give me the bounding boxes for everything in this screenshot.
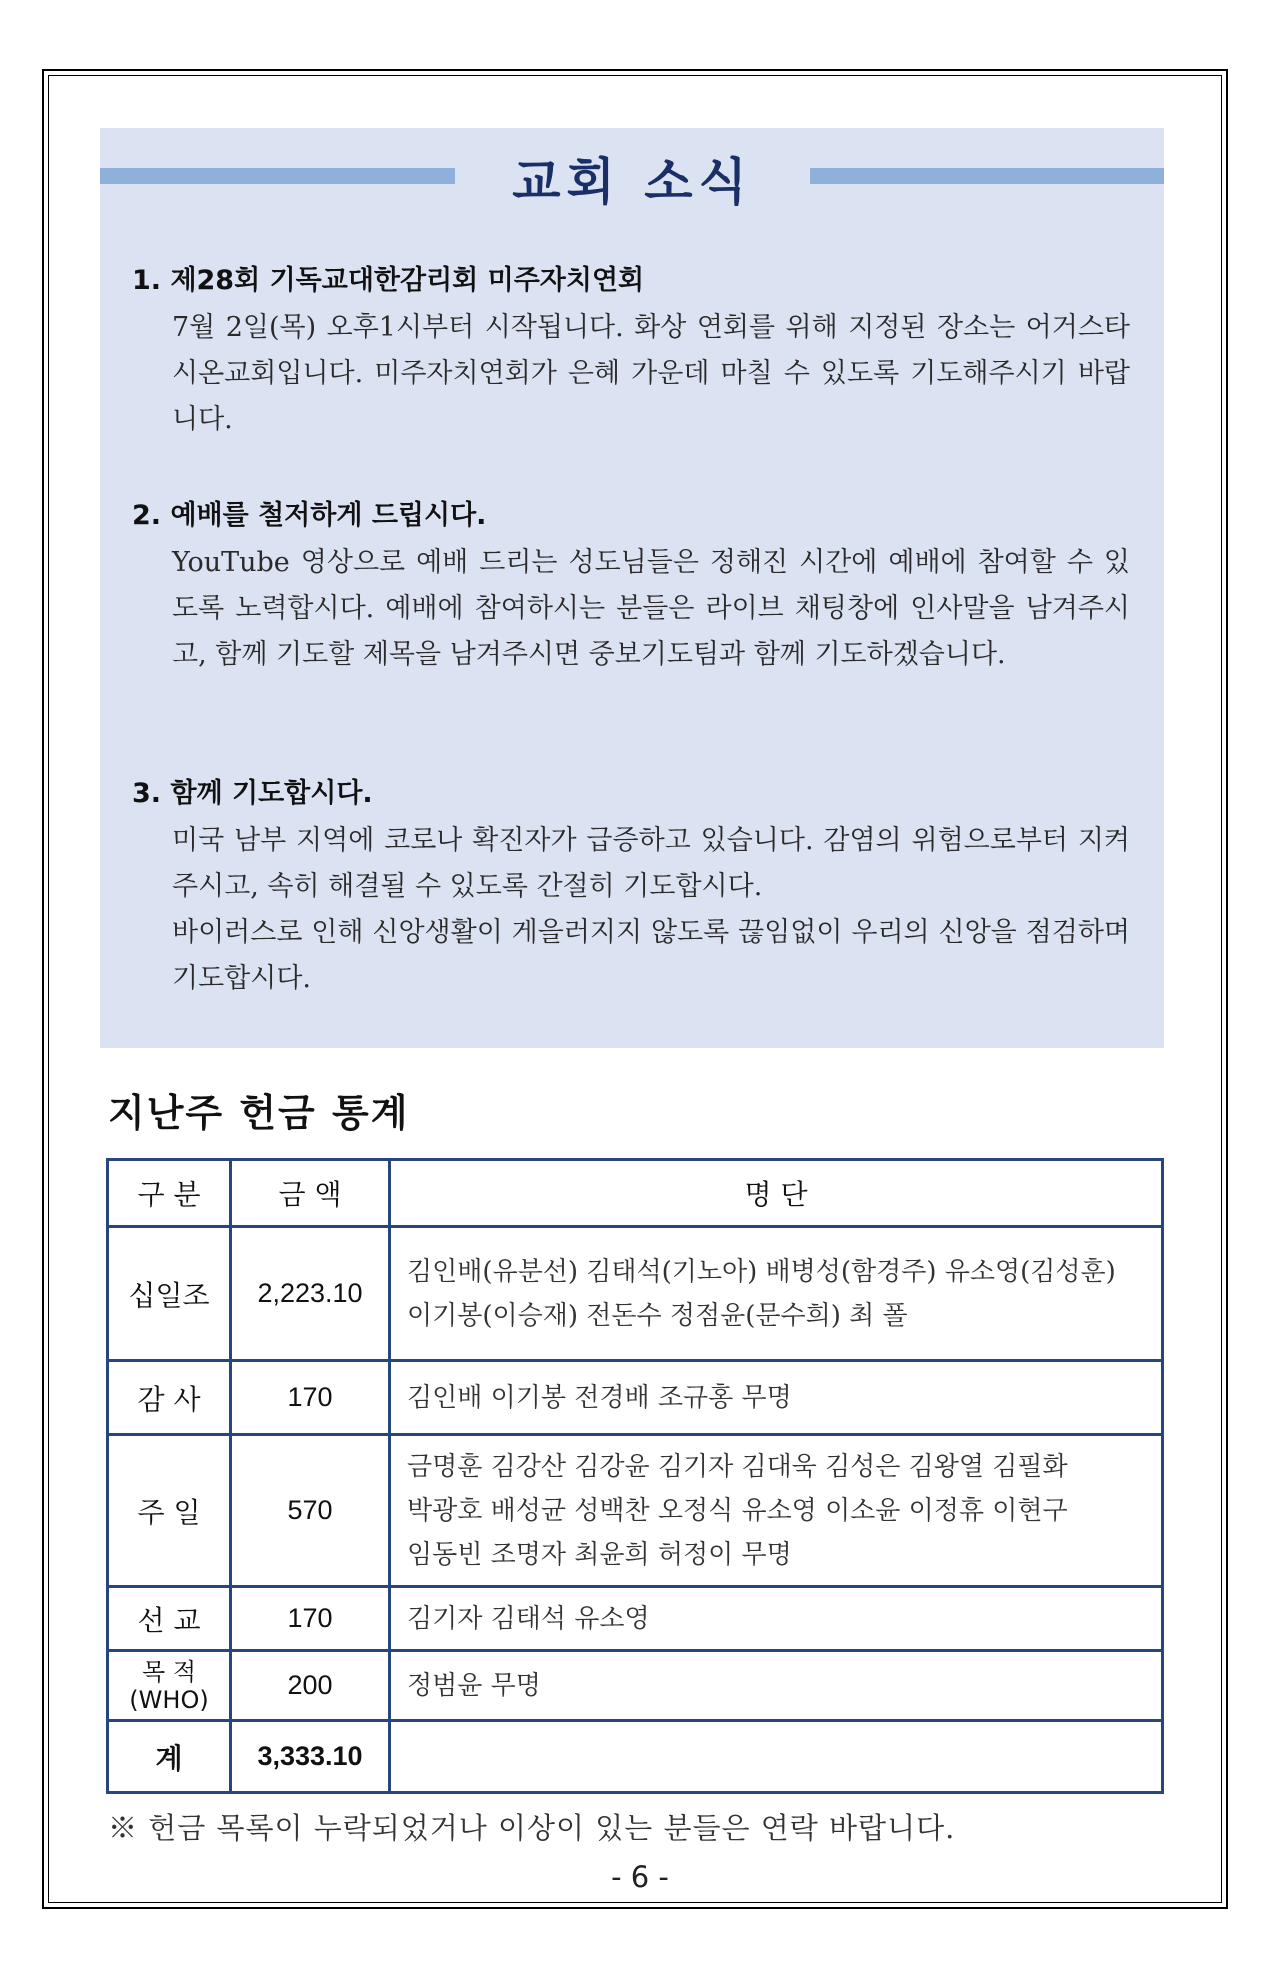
- table-row-thanks: [108, 1361, 1163, 1435]
- offering-note: ※ 헌금 목록이 누락되었거나 이상이 있는 분들은 연락 바랍니다.: [108, 1811, 956, 1845]
- row-names: [390, 1227, 1163, 1361]
- title-bar-left: [100, 168, 455, 184]
- row-category: 감 사: [108, 1361, 231, 1435]
- table-header-row: [108, 1160, 1163, 1227]
- news-item-body: 7월 2일(목) 오후1시부터 시작됩니다. 화상 연회를 위해 지정된 장소는 어거스타시온교회입니다. 미주자치연회가 은혜 가운데 마칠 수 있도록 기도해주시기 바랍니다.: [172, 312, 1130, 435]
- row-names: [390, 1435, 1163, 1587]
- offering-table: [106, 1158, 1164, 1794]
- news-item-heading: 3. 함께 기도합시다.: [132, 778, 373, 809]
- row-names: [390, 1587, 1163, 1651]
- header-amount: 금 액: [231, 1160, 390, 1227]
- row-category: 선 교: [108, 1587, 231, 1651]
- total-amount: 3,333.10: [231, 1721, 390, 1793]
- names-line: 박광호 배성균 성백찬 오정식 유소영 이소윤 이정휴 이현구: [407, 1495, 1068, 1526]
- total-label: 계: [108, 1721, 231, 1793]
- news-item-heading: 2. 예배를 철저하게 드립시다.: [132, 500, 487, 531]
- offering-section-title: 지난주 헌금 통계: [108, 1091, 410, 1135]
- names-line: 김인배 이기봉 전경배 조규홍 무명: [407, 1382, 792, 1413]
- header-category: 구 분: [108, 1160, 231, 1227]
- table-row-tithe: [108, 1227, 1163, 1361]
- names-line: 김기자 김태석 유소영: [407, 1603, 650, 1634]
- news-item-body: YouTube 영상으로 예배 드리는 성도님들은 정해진 시간에 예배에 참여할 수 있도록 노력합시다. 예배에 참여하시는 분들은 라이브 채팅창에 인사말을 남겨주시고, 함께 기도할 제목을 남겨주시면 중보기도팀과 함께 기도하겠습니다.: [172, 547, 1130, 670]
- row-names: [390, 1361, 1163, 1435]
- news-item-2: [132, 493, 1132, 678]
- row-names: [390, 1651, 1163, 1721]
- church-news-box: [100, 128, 1164, 1048]
- total-names-empty: [390, 1721, 1163, 1793]
- row-amount: 170: [231, 1361, 390, 1435]
- row-amount: 200: [231, 1651, 390, 1721]
- header-names: 명 단: [390, 1160, 1163, 1227]
- table-row-total: [108, 1721, 1163, 1793]
- category-sublabel: (WHO): [129, 1685, 209, 1714]
- names-line: 이기봉(이승재) 전돈수 정점윤(문수희) 최 폴: [407, 1300, 908, 1331]
- news-title: 교회 소식: [512, 153, 753, 211]
- news-item-body: 미국 남부 지역에 코로나 확진자가 급증하고 있습니다. 감염의 위험으로부터 지켜주시고, 속히 해결될 수 있도록 간절히 기도합시다.: [172, 825, 1130, 902]
- row-amount: 570: [231, 1435, 390, 1587]
- table-row-sunday: [108, 1435, 1163, 1587]
- row-amount: 170: [231, 1587, 390, 1651]
- names-line: 정범윤 무명: [407, 1670, 541, 1701]
- news-item-1: [132, 258, 1132, 443]
- row-category: [108, 1651, 231, 1721]
- names-line: 임동빈 조명자 최윤희 허정이 무명: [407, 1539, 792, 1570]
- news-item-body-2: 바이러스로 인해 신앙생활이 게을러지지 않도록 끊임없이 우리의 신앙을 점검하며 기도합시다.: [172, 917, 1130, 994]
- table-row-purpose: [108, 1651, 1163, 1721]
- category-label: 목 적: [142, 1657, 196, 1686]
- page-number: - 6 -: [611, 1860, 669, 1894]
- news-item-3: [132, 771, 1132, 1002]
- row-amount: 2,223.10: [231, 1227, 390, 1361]
- names-line: 금명훈 김강산 김강윤 김기자 김대욱 김성은 김왕열 김필화: [407, 1451, 1068, 1482]
- names-line: 김인배(유분선) 김태석(기노아) 배병성(함경주) 유소영(김성훈): [407, 1256, 1116, 1287]
- title-bar-right: [810, 168, 1164, 184]
- row-category: 주 일: [108, 1435, 231, 1587]
- table-row-mission: [108, 1587, 1163, 1651]
- row-category: 십일조: [108, 1227, 231, 1361]
- news-item-heading: 1. 제28회 기독교대한감리회 미주자치연회: [132, 265, 645, 296]
